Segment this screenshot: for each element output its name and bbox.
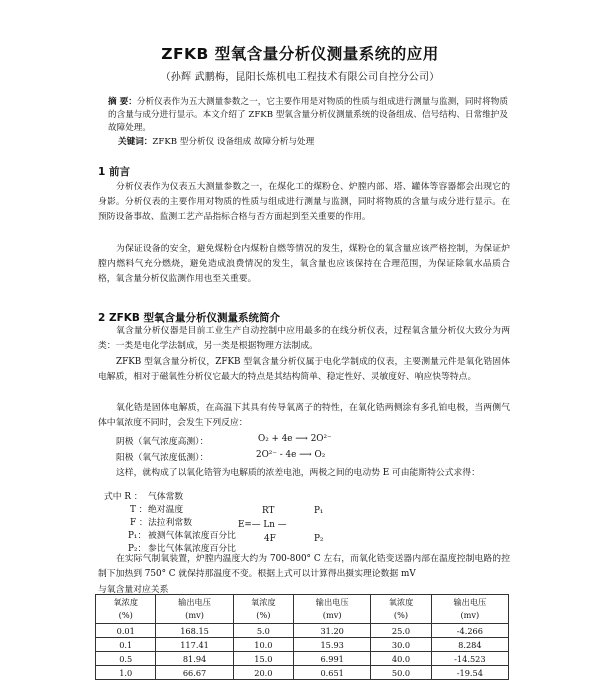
table-header-cell: 输出电压 (mv) xyxy=(294,595,371,624)
var-r-desc: 气体常数 xyxy=(148,492,184,502)
formula-denominator-4f: 4F xyxy=(264,534,276,544)
formula-numerator-rt: RT xyxy=(262,506,275,516)
table-cell: 0.01 xyxy=(96,624,156,638)
table-row xyxy=(96,624,509,638)
oxygen-voltage-table xyxy=(95,594,509,680)
formula-main: E=— Ln — xyxy=(238,520,287,530)
paper-authors: （孙辉 武鹏梅，昆阳长炼机电工程技术有限公司自控分公司） xyxy=(160,72,440,83)
table-header-cell: 氧浓度 (%) xyxy=(96,595,156,624)
table-cell: 117.41 xyxy=(156,638,233,652)
var-f-symbol: F ： xyxy=(130,518,148,528)
table-cell: 0.651 xyxy=(294,666,371,680)
table-cell: 66.67 xyxy=(156,666,233,680)
table-cell: 30.0 xyxy=(371,638,431,652)
keywords xyxy=(118,136,518,149)
keywords-label: 关键词： xyxy=(118,137,153,147)
table-cell: 10.0 xyxy=(233,638,293,652)
table-cell: 81.94 xyxy=(156,652,233,666)
table-cell: 15.93 xyxy=(294,638,371,652)
section-2-closing: 在实际气制氧装置，炉膛内温度大约为 700-800° C 左右，而氧化锆变送器内部在温度控制电路的控制下加热到 750° C 就保持那温度不变。根据上式可以计算得出摄实理论数据 mV xyxy=(98,554,510,579)
table-header-row xyxy=(96,595,509,624)
table-cell: 5.0 xyxy=(233,624,293,638)
var-p1-desc: 被测气体氧浓度百分比 xyxy=(148,531,236,541)
abstract xyxy=(108,96,508,135)
var-t-symbol: T ： xyxy=(130,505,148,515)
section-1-paragraph-2: 为保证设备的安全，避免煤粉仓内煤粉自燃等情况的发生，煤粉仓的氧含量应该严格控制，为保证炉膛内燃料气充分燃烧，避免造成浪费情况的发生，氧含量也应该保持在合理范围，为保证除氧水品质合格，氧含量分析仪监测作用也至关重要。 xyxy=(98,244,510,284)
section-1-paragraph-1: 分析仪表作为仪表五大测量参数之一，在煤化工的煤粉仓、炉膛内部、塔、罐体等容器都会出现它的身影。分析仪表的主要作用对物质的性质与组成进行测量与监测，同时将物质的含量与成分进行显示。在预防设备事故、监测工艺产品指标合格与否方面起到至关重要的作用。 xyxy=(98,182,510,222)
table-row xyxy=(96,638,509,652)
table-cell: -14.523 xyxy=(431,652,508,666)
table-cell: 168.15 xyxy=(156,624,233,638)
table-cell: -19.54 xyxy=(431,666,508,680)
table-header-cell: 氧浓度 (%) xyxy=(371,595,431,624)
table-header-cell: 输出电压 (mv) xyxy=(156,595,233,624)
var-t-desc: 绝对温度 xyxy=(148,505,184,515)
table-cell: 15.0 xyxy=(233,652,293,666)
var-p1-symbol: P₁： xyxy=(128,531,147,541)
table-cell: 40.0 xyxy=(371,652,431,666)
table-cell: 20.0 xyxy=(233,666,293,680)
section-2-nernst-intro: 这样，就构成了以氧化锆管为电解质的浓差电池，两极之间的电动势 E 可由能斯特公式求得： xyxy=(116,468,480,478)
section-2-paragraph-1: 氧含量分析仪器是目前工业生产自动控制中应用最多的在线分析仪表，过程氧含量分析仪大致分为两类：一类是电化学法制成，另一类是根据物理方法制成。 xyxy=(98,326,510,351)
table-row xyxy=(96,666,509,680)
var-f-desc: 法拉利常数 xyxy=(148,518,192,528)
var-r-symbol: 式中 R ： xyxy=(104,492,143,502)
reaction-cathode-label: 阴极（氧气浓度高测）： xyxy=(116,437,209,447)
var-p2-symbol: P₂： xyxy=(128,544,147,554)
section-heading-2: 2 ZFKB 型氧含量分析仪测量系统简介 xyxy=(98,312,281,324)
formula-numerator-p1: P₁ xyxy=(314,506,324,516)
keywords-text: ZFKB 型分析仪 设备组成 故障分析与处理 xyxy=(152,137,315,147)
table-cell: 8.284 xyxy=(431,638,508,652)
section-heading-1: 1 前言 xyxy=(98,166,130,178)
abstract-text: 分析仪表作为五大测量参数之一，它主要作用是对物质的性质与组成进行测量与监测，同时将物质的含量与成分进行显示。本文介绍了 ZFKB 型氧含量分析仪测量系统的设备组成、信号结构、日常维护及故障处理。 xyxy=(108,97,508,133)
section-2-paragraph-3: 氧化锆是固体电解质，在高温下其具有传导氧离子的特性，在氧化锆两侧涂有多孔铂电极，当两侧气体中氧浓度不同时，会发生下列反应： xyxy=(98,403,510,428)
reaction-cathode-equation: O₂ + 4e ⟶ 2O²⁻ xyxy=(258,434,332,444)
table-cell: 6.991 xyxy=(294,652,371,666)
table-cell: 50.0 xyxy=(371,666,431,680)
section-2-paragraph-2: ZFKB 型氧含量分析仪，ZFKB 型氧含量分析仪属于电化学制成的仪表，主要测量元件是氧化锆固体电解质，相对于磁氧性分析仪它最大的特点是其结构简单、稳定性好、灵敏度好、响应快等特点。 xyxy=(98,357,510,382)
table-caption: 与氧含量对应关系 xyxy=(98,585,169,595)
table-cell: -4.266 xyxy=(431,624,508,638)
abstract-label: 摘 要： xyxy=(108,97,137,107)
table-cell: 31.20 xyxy=(294,624,371,638)
var-p2-desc: 参比气体氧浓度百分比 xyxy=(148,544,236,554)
table-header-cell: 输出电压 (mv) xyxy=(431,595,508,624)
table-header-cell: 氧浓度 (%) xyxy=(233,595,293,624)
table-row xyxy=(96,652,509,666)
table-cell: 1.0 xyxy=(96,666,156,680)
table-cell: 0.5 xyxy=(96,652,156,666)
formula-denominator-p2: P₂ xyxy=(314,534,324,544)
table-cell: 0.1 xyxy=(96,638,156,652)
reaction-anode-equation: 2O²⁻ - 4e ⟶ O₂ xyxy=(256,450,326,460)
reaction-anode-label: 阳极（氧气浓度低测）： xyxy=(116,453,209,463)
paper-title: ZFKB 型氧含量分析仪测量系统的应用 xyxy=(161,45,439,63)
table-cell: 25.0 xyxy=(371,624,431,638)
